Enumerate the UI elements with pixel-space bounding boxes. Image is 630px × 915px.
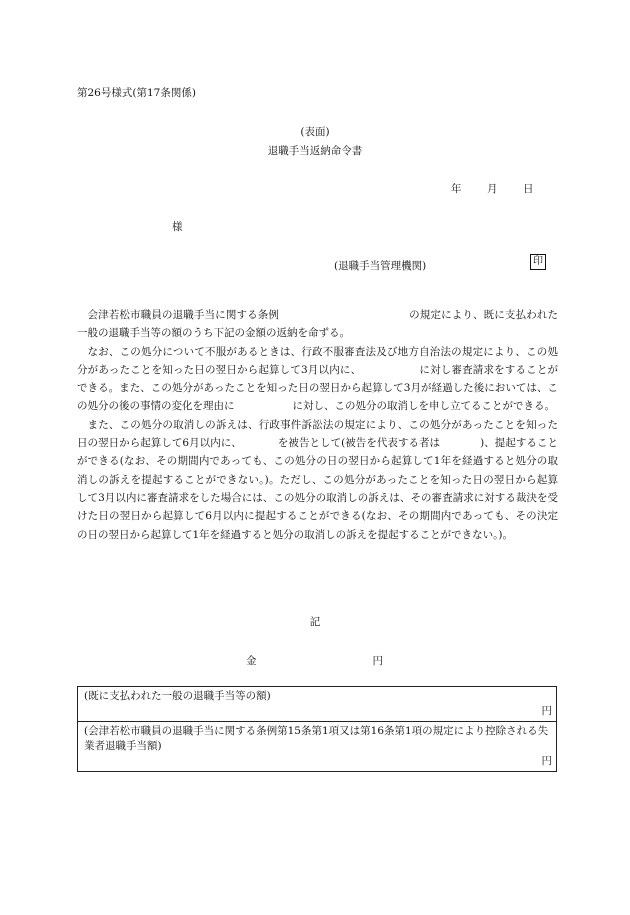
paragraph-text: に対し、この処分の取消しを申し立てることができる。 [292,400,555,413]
row-unit: 円 [541,705,552,717]
side-label: (表面) [300,126,330,138]
amount-kin: 金 [246,655,257,667]
paragraph-text: 会津若松市職員の退職手当に関する条例 [87,309,280,321]
ki-heading: 記 [309,616,321,628]
paragraph-lawsuit [77,416,558,544]
paragraph-order [77,306,558,343]
paragraph-text: なお、この処分について不服があるときは、行政不服審査法及び地方自治法の規定により、この処分があったことを知った日の翌日から起算して3月以内に、 [77,345,558,376]
addressee-suffix: 様 [172,221,183,233]
paragraph-text: の規定により、既に支払われた一般の退職手当等の額のうち下記の金額の返納を命ずる。 [77,309,558,340]
date-month: 月 [487,183,498,195]
table-row [78,722,557,772]
paragraph-text: )、提起することができる(なお、その期間内であっても、この処分の日の翌日から起算して1年を経過すると処分の取消しの訴えを提起することができない。)。ただし、この処分があったことを知った日の翌日から起算して3月以内に審査請求をした場合には、この処分の取消しの訴えは、その審査請求に対する裁決を受けた日の翌日から起算して6月以内に提起することができる(なお、その期間内であっても、その決定の日の翌日から起算して1年を経過すると処分の取消しの訴えを提起することができない。)。 [77,437,558,541]
form-number: 第26号様式(第17条関係) [77,87,196,99]
row-unit: 円 [541,755,552,767]
paragraph-text: また、この処分の取消しの訴えは、行政事件訴訟法の規定により、この処分があったことを知った日の翌日から起算して6月以内に、 [77,418,558,450]
amount-yen: 円 [372,655,383,667]
table-row [78,687,557,722]
seal-stamp: 印 [530,254,546,270]
paragraph-text: を被告として(被告を代表する者は [277,437,441,450]
paragraph-text: に対し審査請求をすることができる。また、この処分があったことを知った日の翌日から起算して3月が経過した後においては、この処分の後の事情の変化を理由に [77,363,558,413]
table-cell [78,722,557,772]
date-line [451,181,534,196]
row-label: (会津若松市職員の退職手当に関する条例第15条第1項又は第16条第1項の規定により控除される失業者退職手当額) [84,725,549,752]
paragraph-appeal [77,343,558,416]
date-year: 年 [451,183,462,195]
order-body [77,306,558,544]
row-label: (既に支払われた一般の退職手当等の額) [84,690,271,702]
amount-breakdown-table [77,686,557,772]
date-day: 日 [523,183,534,195]
agency-label: (退職手当管理機関) [334,260,427,272]
amount-line [246,653,383,668]
document-title: 退職手当返納命令書 [267,145,363,157]
table-cell [78,687,557,722]
